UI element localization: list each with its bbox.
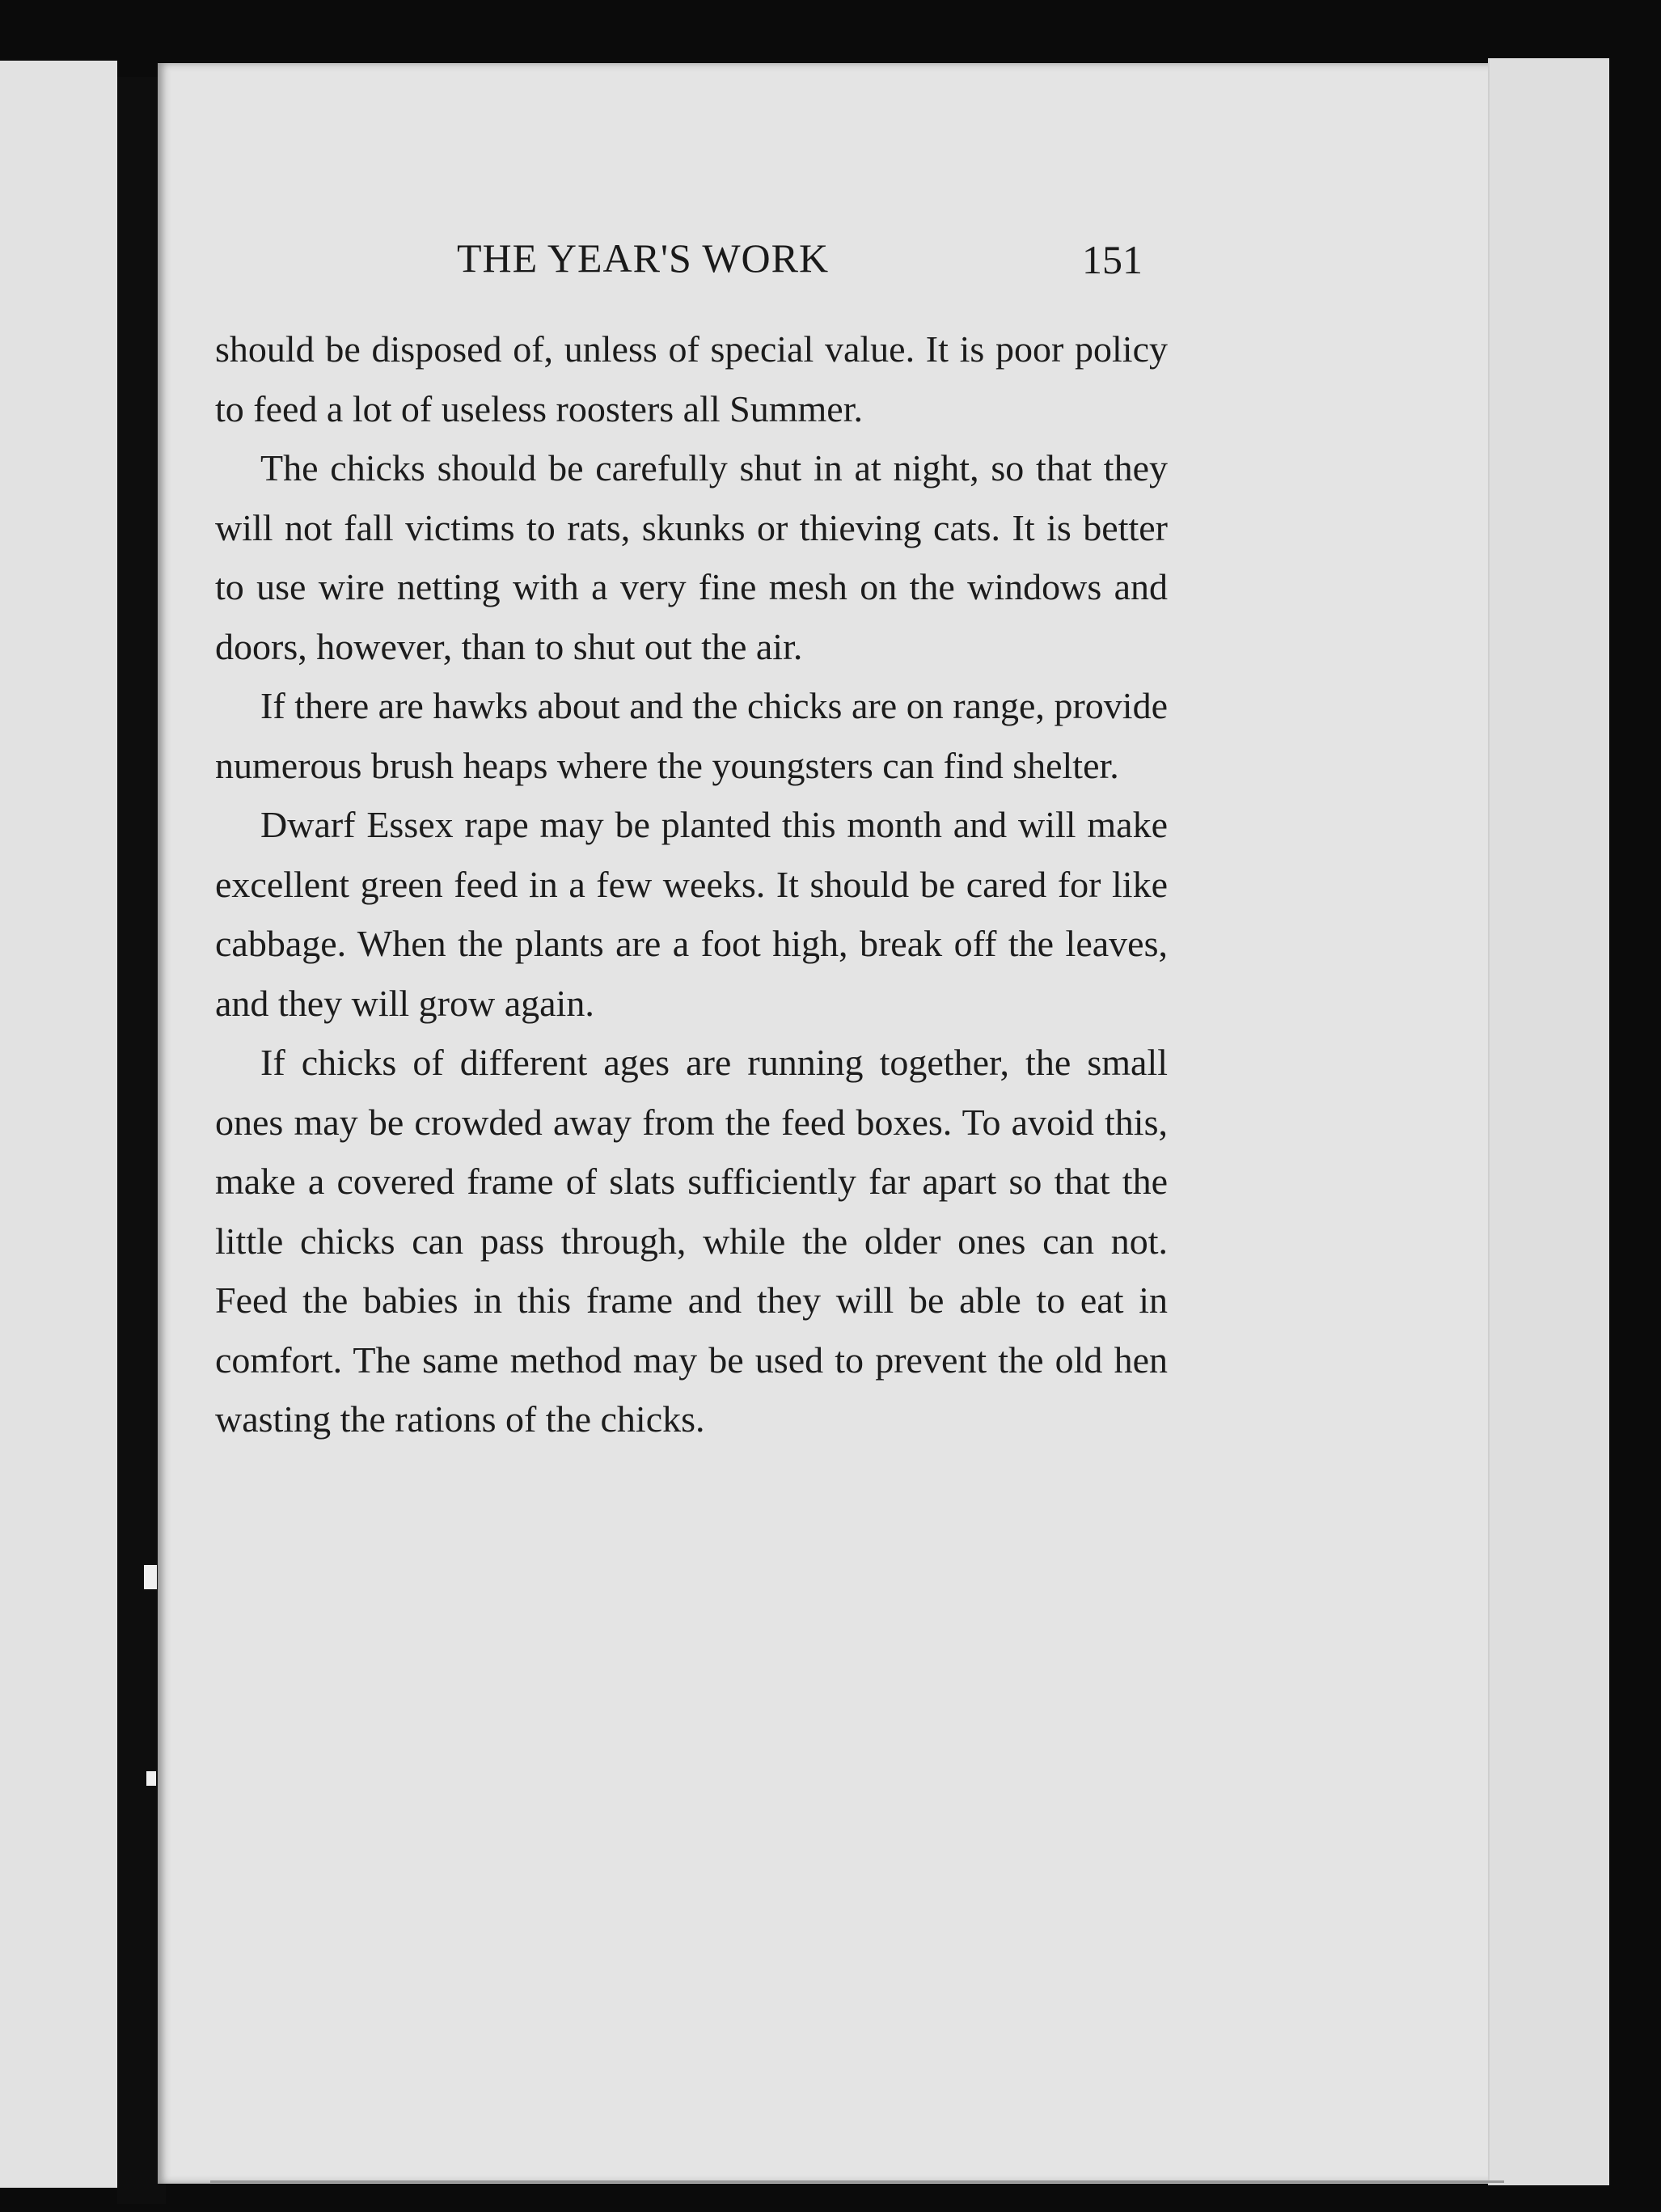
page-fore-edge xyxy=(1488,58,1609,2185)
paragraph-2: The chicks should be carefully shut in at night, so that they will not fall victims to rats, skunks or thieving cats. It is better to use wire netting with a very fine mesh on the windows and doors, however, than to shut out the air. xyxy=(215,447,1168,667)
paragraph-1: should be disposed of, unless of special value. It is poor policy to feed a lot of useless roosters all Summer. xyxy=(215,328,1168,429)
paragraph-4: Dwarf Essex rape may be planted this month and will make excellent green feed in a few weeks. It should be cared for like cabbage. When the plants are a foot high, break off the leaves, and they will grow again. xyxy=(215,804,1168,1024)
paragraph-3: If there are hawks about and the chicks are on range, provide numerous brush heaps where the youngsters can find shelter. xyxy=(215,685,1168,786)
left-page-edge xyxy=(0,61,117,2188)
page-number: 151 xyxy=(1082,237,1143,282)
binding-mark xyxy=(144,1565,157,1589)
page-bottom-edge xyxy=(210,2180,1504,2183)
running-head: THE YEAR'S WORK xyxy=(457,235,830,281)
paragraph-5: If chicks of different ages are running together, the small ones may be crowded away from the feed boxes. To avoid this, make a covered frame of slats sufficiently far apart so that the little chicks can pass through, while the older ones can not. Feed the babies in this frame and they will be able to eat in comfort. The same method may be used to prevent the old hen wasting the rations of the chicks. xyxy=(215,1042,1168,1440)
binding-mark xyxy=(146,1771,156,1786)
body-text xyxy=(215,319,1168,1449)
